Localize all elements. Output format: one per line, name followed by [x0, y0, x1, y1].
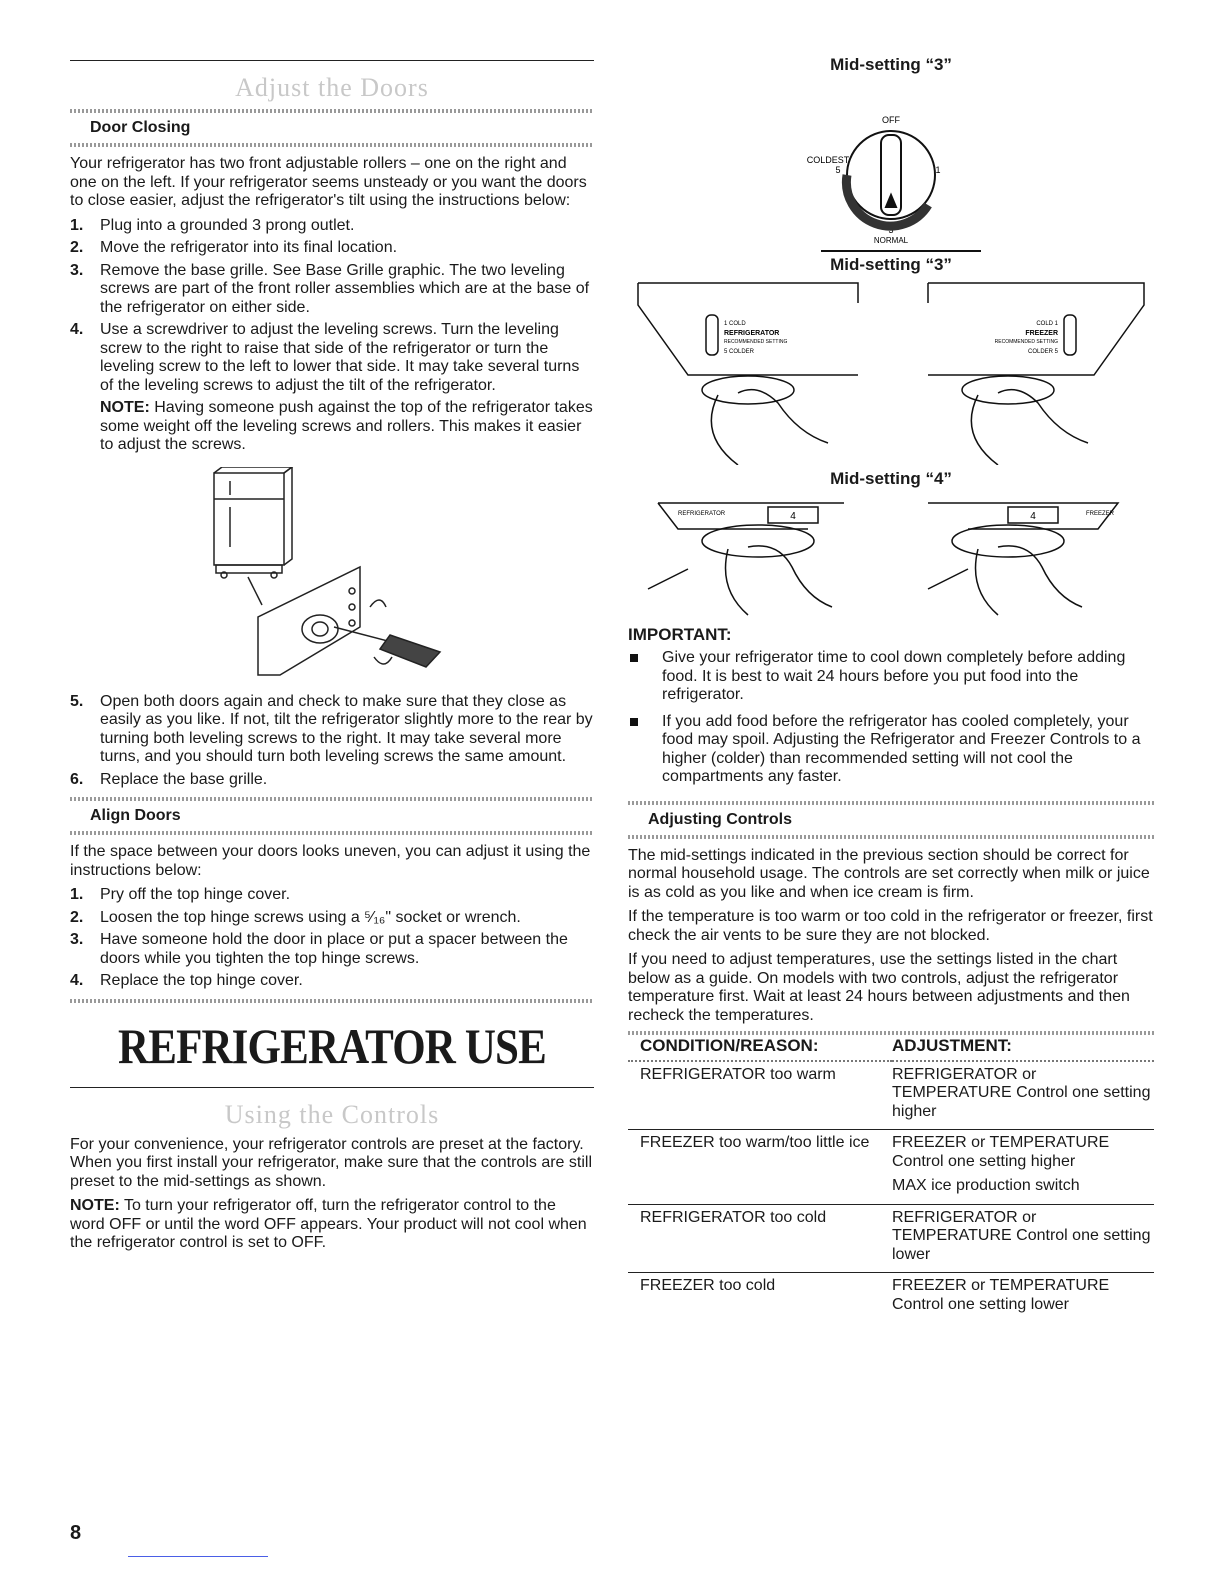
door-closing-heading: Door Closing — [90, 119, 191, 136]
slider-label-recommended: RECOMMENDED SETTING — [724, 339, 788, 345]
leveling-illustration — [190, 467, 470, 687]
table-header-row — [628, 1035, 1154, 1061]
list-item: 6. Replace the base grille. — [70, 770, 268, 788]
dotted-divider — [70, 109, 594, 113]
column-header-adjustment: ADJUSTMENT: — [892, 1036, 1012, 1055]
figure-title-dial: Mid-setting “3” — [830, 55, 952, 74]
bullet-icon — [630, 654, 638, 662]
table-row: REFRIGERATOR too warm REFRIGERATOR or TEMPERATURE Control one setting higher — [628, 1061, 1154, 1130]
slider-label-cold: 1 COLD — [724, 321, 746, 327]
dotted-divider — [70, 143, 594, 147]
slider4-illustration — [628, 489, 1154, 619]
left-column — [70, 60, 594, 1259]
dotted-divider — [70, 831, 594, 835]
right-column — [628, 55, 1154, 1322]
dotted-divider — [70, 797, 594, 801]
slider-label-cold-right: COLD 1 — [1036, 321, 1058, 327]
slider4-label-freezer: FREEZER — [1085, 511, 1114, 517]
adjusting-p1: The mid-settings indicated in the previous section should be correct for normal household usage. The controls are set correctly when milk or juice is as cold as you like and when ice cream is firm. — [628, 846, 1150, 901]
align-doors-heading: Align Doors — [90, 807, 181, 824]
slider4-label-refrigerator: REFRIGERATOR — [678, 511, 726, 517]
figure-title-slider: Mid-setting “3” — [830, 255, 952, 274]
slider-illustration — [628, 275, 1154, 465]
title-rule — [70, 1087, 594, 1088]
list-item: 3. Have someone hold the door in place or put a spacer between the doors while you tighten the top hinge screws. — [70, 931, 568, 967]
footer-rule — [128, 1556, 268, 1557]
dial-label-1: 1 — [935, 165, 941, 175]
list-item: Give your refrigerator time to cool down completely before adding food. It is best to wait 24 hours before you put food into the refrigerator. — [628, 649, 1154, 705]
slider-label-recommended-right: RECOMMENDED SETTING — [994, 339, 1058, 345]
dial-label-normal: NORMAL — [873, 236, 909, 245]
dotted-divider — [70, 999, 594, 1003]
important-title: IMPORTANT: — [628, 625, 732, 644]
page-number: 8 — [70, 1522, 82, 1544]
page-title: REFRIGERATOR USE — [118, 1017, 546, 1074]
table-row: REFRIGERATOR too cold REFRIGERATOR or TEMPERATURE Control one setting lower — [628, 1204, 1154, 1273]
dotted-divider — [628, 835, 1154, 839]
section-title-adjust-doors: Adjust the Doors — [235, 73, 429, 102]
slider4-value-left: 4 — [790, 511, 796, 522]
list-item: 5. Open both doors again and check to make sure that they close as easily as you like. If not, tilt the refrigerator slightly more to the rear by turning both leveling screws to the right. It may take several more turns, and you should turn both leveling screws the same amount. — [70, 692, 593, 765]
column-header-condition: CONDITION/REASON: — [640, 1036, 819, 1055]
controls-intro: For your convenience, your refrigerator controls are preset at the factory. When you first install your refrigerator, make sure that the controls are still preset to the mid-settings as shown. — [70, 1135, 592, 1190]
dial-label-off: OFF — [882, 115, 900, 125]
dial-illustration — [628, 75, 1154, 255]
door-closing-steps — [70, 217, 594, 396]
list-item: 2. Move the refrigerator into its final location. — [70, 239, 398, 256]
table-row: FREEZER too warm/too little ice FREEZER or TEMPERATURE Control one setting higher MAX ice production switch — [628, 1130, 1154, 1205]
door-closing-steps-continued — [70, 693, 594, 790]
list-item: 1. Plug into a grounded 3 prong outlet. — [70, 216, 355, 234]
list-item: If you add food before the refrigerator has cooled completely, your food may spoil. Adjusting the Refrigerator and Freezer Controls to a higher (colder) than recommended setting will not cool the compartments any faster. — [628, 713, 1154, 787]
door-closing-intro: Your refrigerator has two front adjustable rollers – one on the right and one on the left. If your refrigerator seems unsteady or you want the doors to close easier, adjust the refrigerator's tilt using the instructions below: — [70, 155, 587, 209]
align-doors-steps — [70, 886, 594, 991]
table-row: FREEZER too cold FREEZER or TEMPERATURE Control one setting lower — [628, 1273, 1154, 1323]
list-item: 2. Loosen the top hinge screws using a ⁵⁄₁₆" socket or wrench. — [70, 908, 521, 926]
dotted-divider — [628, 1031, 1154, 1035]
dial-label-5: 5 — [835, 165, 841, 175]
adjusting-p3: If you need to adjust temperatures, use the settings listed in the chart below as a guide. On models with two controls, adjust the refrigerator temperature first. Wait at least 24 hours between adjustments and then recheck the temperatures. — [628, 951, 1130, 1024]
list-item: 3. Remove the base grille. See Base Grille graphic. The two leveling screws are part of the front roller assemblies which are at the base of the refrigerator on either side. — [70, 261, 590, 316]
top-rule — [70, 60, 594, 61]
leveling-note: NOTE: Having someone push against the top of the refrigerator takes some weight off the leveling screws and rollers. This makes it easier to adjust the screws. — [100, 399, 593, 453]
slider-label-refrigerator: REFRIGERATOR — [724, 330, 780, 337]
important-list — [628, 649, 1154, 787]
slider-label-colder: 5 COLDER — [724, 349, 755, 355]
controls-note: NOTE: To turn your refrigerator off, turn the refrigerator control to the word OFF or until the word OFF appears. Your product will not cool when the refrigerator control is set to OFF. — [70, 1197, 587, 1251]
slider-label-freezer: FREEZER — [1025, 330, 1058, 337]
list-item: 4. Use a screwdriver to adjust the leveling screws. Turn the leveling screw to the right to raise that side of the refrigerator or turn the leveling screw to the left to lower that side. It may take several turns of the leveling screws to adjust the tilt of the refrigerator. — [70, 321, 580, 394]
align-doors-intro: If the space between your doors looks uneven, you can adjust it using the instructions below: — [70, 843, 591, 879]
dial-label-coldest: COLDEST — [806, 155, 850, 165]
list-item: 4. Replace the top hinge cover. — [70, 972, 303, 989]
adjusting-p2: If the temperature is too warm or too cold in the refrigerator or freezer, first check the air vents to be sure they are not blocked. — [628, 908, 1153, 944]
dotted-divider — [628, 801, 1154, 805]
figure-title-slider-4: Mid-setting “4” — [830, 469, 952, 488]
dial-label-3: 3 — [888, 225, 894, 235]
slider4-value-right: 4 — [1030, 511, 1036, 522]
bullet-icon — [630, 718, 638, 726]
list-item: 1. Pry off the top hinge cover. — [70, 886, 291, 903]
slider-label-colder-right: COLDER 5 — [1027, 349, 1058, 355]
adjustment-table — [628, 1035, 1154, 1322]
section-title-using-controls: Using the Controls — [224, 1099, 440, 1129]
adjusting-controls-heading: Adjusting Controls — [648, 810, 792, 828]
